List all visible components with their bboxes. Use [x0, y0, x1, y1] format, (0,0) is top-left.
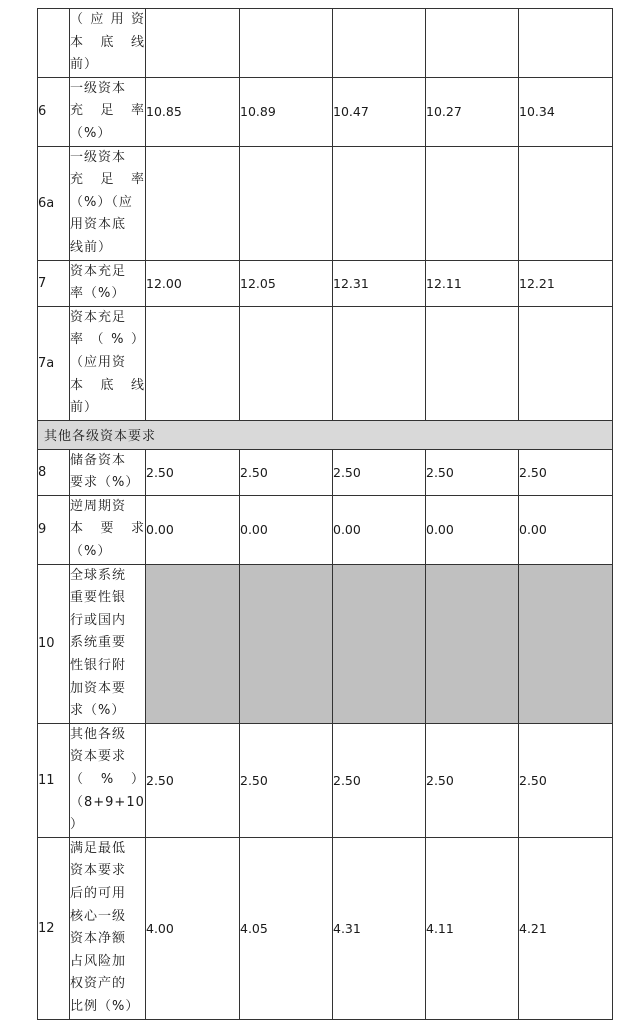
value-cell: [240, 306, 333, 420]
value-cell: 2.50: [519, 723, 613, 837]
value-cell-shaded: [333, 564, 426, 723]
row-number: 9: [38, 495, 70, 564]
table-row: [38, 564, 613, 723]
value-cell: 2.50: [519, 449, 613, 495]
value-cell: [146, 146, 240, 260]
row-number: 11: [38, 723, 70, 837]
row-label: 满足最低 资本要求 后的可用 核心一级 资本净额 占风险加 权资产的 比例（%）: [70, 837, 146, 1019]
table-row: [38, 449, 613, 495]
row-number: 12: [38, 837, 70, 1019]
value-cell: 2.50: [333, 723, 426, 837]
section-header: 其他各级资本要求: [38, 420, 613, 449]
row-number: 10: [38, 564, 70, 723]
value-cell: [519, 306, 613, 420]
row-label: 资本充足 率（%）: [70, 260, 146, 306]
row-label: （应用资 本底线 前）: [70, 9, 146, 78]
value-cell: 10.27: [426, 77, 519, 146]
table-row: [38, 77, 613, 146]
table-row: [38, 495, 613, 564]
section-header-row: [38, 420, 613, 449]
value-cell: 10.34: [519, 77, 613, 146]
value-cell: [519, 146, 613, 260]
value-cell: [426, 9, 519, 78]
table-row: [38, 146, 613, 260]
value-cell: 0.00: [240, 495, 333, 564]
value-cell: [426, 306, 519, 420]
value-cell: 4.05: [240, 837, 333, 1019]
value-cell: 2.50: [240, 723, 333, 837]
value-cell: 2.50: [426, 449, 519, 495]
value-cell-shaded: [426, 564, 519, 723]
value-cell: 0.00: [146, 495, 240, 564]
value-cell: 0.00: [333, 495, 426, 564]
value-cell: 10.47: [333, 77, 426, 146]
value-cell: 0.00: [426, 495, 519, 564]
value-cell: [146, 306, 240, 420]
row-label: 一级资本 充足率 （%）: [70, 77, 146, 146]
value-cell: 12.00: [146, 260, 240, 306]
table-row: [38, 260, 613, 306]
row-label: 逆周期资 本要求 （%）: [70, 495, 146, 564]
value-cell: 2.50: [146, 449, 240, 495]
table-row: [38, 723, 613, 837]
row-label: 全球系统 重要性银 行或国内 系统重要 性银行附 加资本要 求（%）: [70, 564, 146, 723]
value-cell: 12.05: [240, 260, 333, 306]
value-cell: [333, 306, 426, 420]
value-cell: 12.21: [519, 260, 613, 306]
value-cell: 10.89: [240, 77, 333, 146]
value-cell: 10.85: [146, 77, 240, 146]
table-row: [38, 306, 613, 420]
value-cell: 4.00: [146, 837, 240, 1019]
value-cell: 4.11: [426, 837, 519, 1019]
value-cell: 4.21: [519, 837, 613, 1019]
value-cell-shaded: [240, 564, 333, 723]
table-row: [38, 9, 613, 78]
table-row: [38, 837, 613, 1019]
value-cell-shaded: [519, 564, 613, 723]
value-cell: 2.50: [146, 723, 240, 837]
value-cell: [519, 9, 613, 78]
row-number: 6: [38, 77, 70, 146]
value-cell: [240, 146, 333, 260]
row-number: 6a: [38, 146, 70, 260]
value-cell: [240, 9, 333, 78]
capital-adequacy-table: [37, 8, 613, 1020]
value-cell: 4.31: [333, 837, 426, 1019]
value-cell: 12.31: [333, 260, 426, 306]
row-label: 储备资本 要求（%）: [70, 449, 146, 495]
row-label: 其他各级 资本要求 （%） （8+9+10 ）: [70, 723, 146, 837]
value-cell: 2.50: [240, 449, 333, 495]
value-cell: [333, 9, 426, 78]
value-cell: [426, 146, 519, 260]
row-label: 资本充足 率（%） （应用资 本底线 前）: [70, 306, 146, 420]
value-cell: [146, 9, 240, 78]
row-number: 7a: [38, 306, 70, 420]
row-label: 一级资本 充足率 （%）（应 用资本底 线前）: [70, 146, 146, 260]
value-cell: 2.50: [333, 449, 426, 495]
value-cell: 0.00: [519, 495, 613, 564]
value-cell: 12.11: [426, 260, 519, 306]
row-number: 7: [38, 260, 70, 306]
value-cell: 2.50: [426, 723, 519, 837]
row-number: [38, 9, 70, 78]
value-cell: [333, 146, 426, 260]
row-number: 8: [38, 449, 70, 495]
value-cell-shaded: [146, 564, 240, 723]
